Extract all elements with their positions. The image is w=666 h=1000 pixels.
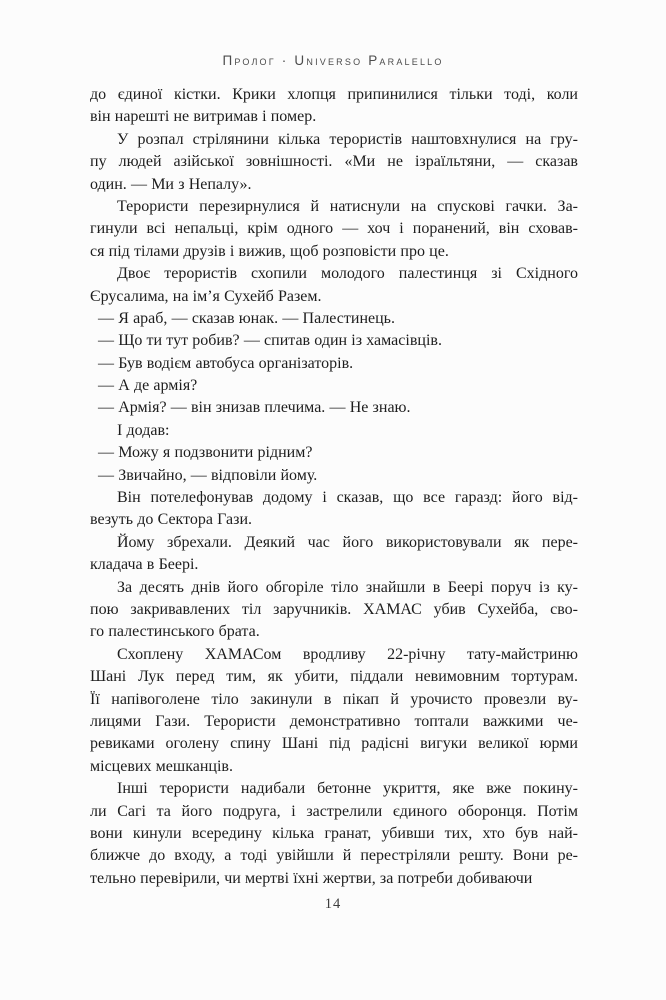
text-line: Шані Лук перед тим, як убити, піддали невимовним тортурам. <box>90 668 578 686</box>
text-line: гинули всі непальці, крім одного — хоч і поранений, він сховав- <box>90 220 578 238</box>
text-line: везуть до Сектора Гази. <box>90 511 253 529</box>
text-line: Схоплену ХАМАСом вродливу 22-річну тату-майстриню <box>117 645 578 663</box>
text-line: ближче до входу, а тоді увійшли й перестріляли решту. Вони ре- <box>90 847 578 865</box>
text-line: Інші терористи надибали бетонне укриття, яке вже покину- <box>117 780 578 798</box>
text-line: Йому збрехали. Деякий час його використовували як пере- <box>117 533 578 551</box>
text-line: — Був водієм автобуса організаторів. <box>98 354 354 372</box>
text-line: — А де армія? <box>98 377 198 395</box>
page-number: 14 <box>324 896 342 912</box>
text-line: — Можу я подзвонити рідним? <box>98 444 313 462</box>
text-line: пу людей азійської зовнішності. «Ми не ізраїльтяни, — сказав <box>90 153 578 171</box>
body-text <box>90 84 578 890</box>
text-line: один. — Ми з Непалу». <box>90 175 252 193</box>
text-line: Терористи перезирнулися й натиснули на спускові гачки. За- <box>117 197 578 215</box>
text-line: кладача в Беері. <box>90 556 199 574</box>
text-line: — Що ти тут робив? — спитав один із хамасівців. <box>98 332 442 350</box>
running-head <box>0 52 666 70</box>
text-line: лицями Гази. Терористи демонстративно топтали важкими че- <box>90 712 578 730</box>
text-line: Він потелефонував додому і сказав, що все гаразд: його від- <box>117 489 578 507</box>
text-line: він нарешті не витримав і помер. <box>90 108 317 126</box>
text-line: Її напівоголене тіло закинули в пікап й урочисто провезли ву- <box>90 690 578 708</box>
text-line: — Я араб, — сказав юнак. — Палестинець. <box>98 309 395 327</box>
text-line: — Армія? — він знизав плечима. — Не знаю. <box>98 399 411 417</box>
text-line: місцевих мешканців. <box>90 757 233 775</box>
text-line: до єдиної кістки. Крики хлопця припинилися тільки тоді, коли <box>90 86 578 103</box>
text-line: вони кинули всередину кілька гранат, убивши тих, хто був най- <box>90 824 578 842</box>
text-line: Єрусалима, на ім’я Сухейб Разем. <box>90 287 322 305</box>
text-line: За десять днів його обгоріле тіло знайшли в Беері поруч із ку- <box>117 578 578 596</box>
text-line: — Звичайно, — відповіли йому. <box>98 466 318 484</box>
text-line: пою закривавлених тіл заручників. ХАМАС убив Сухейба, сво- <box>90 600 578 618</box>
text-line: Двоє терористів схопили молодого палестинця зі Східного <box>117 265 578 283</box>
text-line: тельно перевірили, чи мертві їхні жертви, за потреби добиваючи <box>90 869 533 887</box>
text-line: ли Сагі та його подруга, і застрелили єдиного оборонця. Потім <box>90 802 578 820</box>
text-line: ся під тілами друзів і вижив, щоб розповісти про це. <box>90 242 449 260</box>
text-line: У розпал стрілянини кілька терористів наштовхнулися на гру- <box>117 130 578 148</box>
text-line: ревиками оголену спину Шані під радісні вигуки великої юрми <box>90 735 578 753</box>
running-head-text: Пролог · Universo Paralello <box>222 53 444 68</box>
text-line: го палестинського брата. <box>90 623 260 641</box>
text-line: І додав: <box>117 421 170 439</box>
